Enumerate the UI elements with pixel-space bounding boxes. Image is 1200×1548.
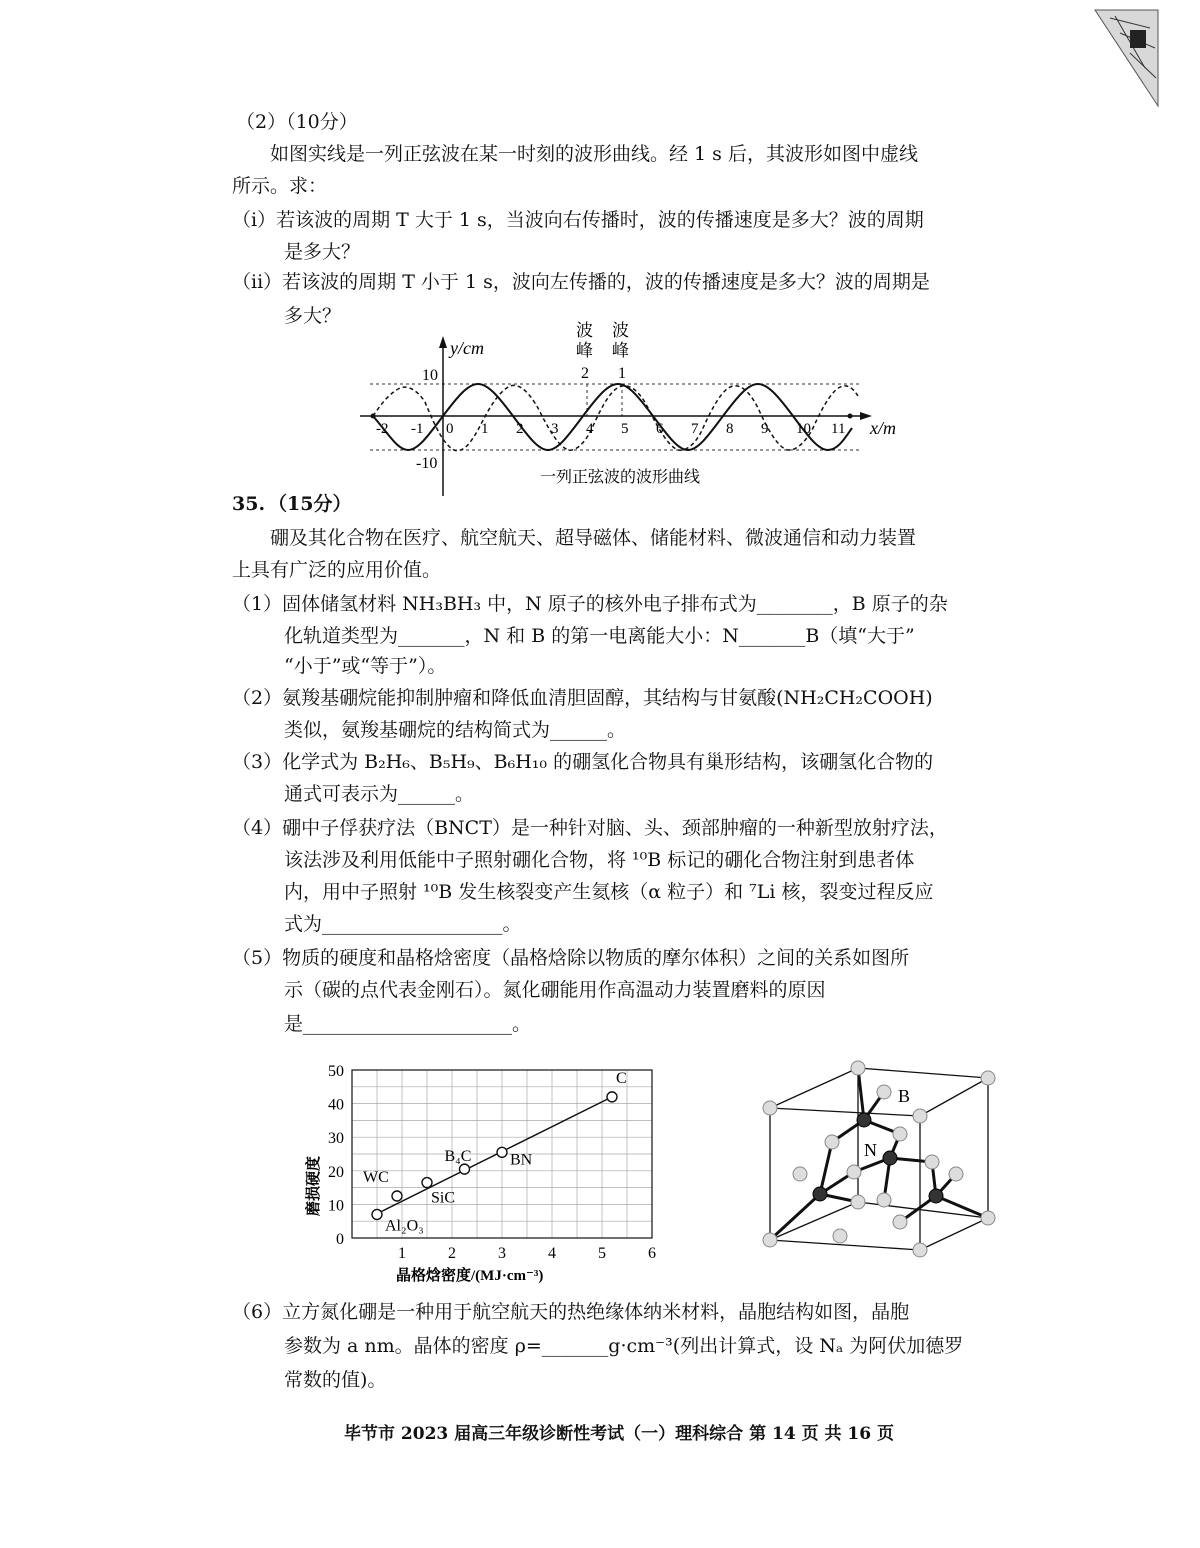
q35-s5-line3: 是______________________。 — [284, 1013, 532, 1035]
crest1-label-2: 峰 — [612, 341, 629, 360]
chart-point-label: WC — [363, 1169, 389, 1186]
question-ii-line2: 多大？ — [284, 305, 342, 327]
crest2-label-1: 波 — [576, 321, 593, 340]
wave-y-axis-label: y/cm — [450, 338, 484, 358]
chart-x-tick: 4 — [548, 1245, 556, 1262]
chart-x-tick: 1 — [398, 1245, 406, 1262]
chart-point-label: BN — [510, 1151, 533, 1169]
hardness-chart — [296, 1056, 676, 1288]
chart-x-tick: 5 — [598, 1245, 606, 1262]
wave-x-tick: 8 — [726, 421, 734, 437]
wave-x-tick: 6 — [656, 421, 664, 437]
chart-point — [372, 1209, 382, 1219]
wave-x-axis-label: x/m — [870, 418, 896, 438]
question-i-line1: （i）若该波的周期 T 大于 1 s，当波向右传播时，波的传播速度是多大？波的周期 — [232, 209, 924, 231]
q35-s2-line2: 类似，氨羧基硼烷的结构简式为______。 — [284, 719, 627, 741]
q35-s6-line1: （6）立方氮化硼是一种用于航空航天的热绝缘体纳米材料，晶胞结构如图，晶胞 — [232, 1301, 910, 1323]
crest1-num: 1 — [618, 365, 626, 382]
chart-y-tick: 30 — [328, 1130, 344, 1148]
chart-x-tick: 2 — [448, 1245, 456, 1262]
q35-s3-line2: 通式可表示为______。 — [284, 783, 475, 805]
q35-s5-line2: 示（碳的点代表金刚石）。氮化硼能用作高温动力装置磨料的原因 — [284, 979, 826, 1001]
wave-x-tick: 1 — [481, 421, 489, 437]
chart-point — [392, 1191, 402, 1201]
q35-intro-line1: 硼及其化合物在医疗、航空航天、超导磁体、储能材料、微波通信和动力装置 — [270, 527, 917, 549]
chart-point — [607, 1092, 617, 1102]
q35-s2-line1: （2）氨羧基硼烷能抑制肿瘤和降低血清胆固醇，其结构与甘氨酸(NH₂CH₂COOH) — [232, 687, 933, 709]
wave-x-tick: 4 — [586, 421, 594, 437]
staple-corner-mark — [1090, 8, 1160, 108]
chart-point — [497, 1147, 507, 1157]
chart-point-label: Al₂O₃ — [385, 1217, 424, 1235]
chart-trend-line — [372, 1097, 612, 1216]
chart-point — [460, 1164, 470, 1174]
chart-y-tick: 0 — [336, 1231, 344, 1248]
chart-y-tick: 10 — [328, 1197, 344, 1215]
chart-y-tick: 40 — [328, 1096, 344, 1114]
question-i-line2: 是多大？ — [284, 241, 361, 263]
wave-figure — [340, 316, 920, 496]
q35-s4-line3: 内，用中子照射 ¹⁰B 发生核裂变产生氦核（α 粒子）和 ⁷Li 核，裂变过程反应 — [284, 881, 934, 903]
chart-y-label: 磨损硬度 — [306, 1155, 322, 1216]
q35-number: 35. — [232, 493, 266, 515]
crest2-num: 2 — [581, 365, 589, 382]
wave-x-tick: 7 — [691, 421, 699, 437]
chart-y-tick: 50 — [328, 1063, 344, 1080]
crystal-label-n: N — [864, 1140, 877, 1160]
chart-x-tick: 6 — [648, 1245, 656, 1262]
wave-x-tick: 2 — [516, 421, 524, 437]
page-footer: 毕节市 2023 届高三年级诊断性考试（一）理科综合 第 14 页 共 16 页 — [344, 1424, 894, 1444]
q35-s1-line1: （1）固体储氢材料 NH₃BH₃ 中，N 原子的核外电子排布式为________，B 原子的杂 — [232, 593, 948, 615]
part2-stem-line1: 如图实线是一列正弦波在某一时刻的波形曲线。经 1 s 后，其波形如图中虚线 — [270, 143, 918, 165]
wave-x-tick: 5 — [621, 421, 629, 437]
q35-s3-line1: （3）化学式为 B₂H₆、B₅H₉、B₆H₁₀ 的硼氢化合物具有巢形结构，该硼氢化合物的 — [232, 751, 934, 773]
wave-x-tick: 10 — [796, 421, 811, 437]
part2-stem-line2: 所示。求： — [232, 175, 328, 197]
wave-x-tick: 11 — [831, 421, 846, 437]
chart-point-label: SiC — [431, 1189, 456, 1207]
q35-score: （15分） — [268, 493, 352, 515]
chart-y-tick: 20 — [328, 1163, 344, 1181]
chart-x-label: 晶格焓密度/(MJ·cm⁻³) — [396, 1268, 544, 1284]
crest2-label-2: 峰 — [576, 341, 593, 360]
q35-s6-line2: 参数为 a nm。晶体的密度 ρ=_______g·cm⁻³(列出计算式，设 Nₐ 为阿伏加德罗 — [284, 1335, 964, 1357]
q35-s1-line2: 化轨道类型为_______，N 和 B 的第一电离能大小：N_______B（填“大于” — [284, 625, 915, 647]
wave-x-tick: 3 — [551, 421, 559, 437]
q35-s5-line1: （5）物质的硬度和晶格焓密度（晶格焓除以物质的摩尔体积）之间的关系如图所 — [232, 947, 910, 969]
wave-x-tick: -1 — [411, 421, 424, 437]
wave-y-top: 10 — [422, 367, 438, 384]
wave-x-tick: 0 — [446, 421, 454, 437]
chart-point — [422, 1178, 432, 1188]
wave-y-bottom: -10 — [416, 455, 438, 472]
q35-s4-line1: （4）硼中子俘获疗法（BNCT）是一种针对脑、头、颈部肿瘤的一种新型放射疗法， — [232, 817, 948, 839]
q35-s4-line4: 式为___________________。 — [284, 913, 522, 935]
q35-s1-line3: “小于”或“等于”）。 — [284, 655, 447, 677]
q35-s6-line3: 常数的值)。 — [284, 1369, 387, 1391]
q35-intro-line2: 上具有广泛的应用价值。 — [232, 559, 442, 581]
chart-point-label: C — [616, 1069, 627, 1087]
crest1-label-1: 波 — [612, 321, 629, 340]
crystal-cell-figure — [750, 1050, 1010, 1270]
wave-x-tick: 9 — [761, 421, 769, 437]
chart-point-label: B₄C — [444, 1148, 472, 1166]
q35-s4-line2: 该法涉及利用低能中子照射硼化合物，将 ¹⁰B 标记的硼化合物注射到患者体 — [284, 849, 915, 871]
wave-caption: 一列正弦波的波形曲线 — [540, 469, 701, 486]
solid-wave — [373, 384, 852, 450]
chart-x-tick: 3 — [498, 1245, 506, 1262]
part2-header: （2）（10分） — [236, 111, 358, 133]
crystal-label-b: B — [898, 1086, 911, 1106]
dashed-wave — [373, 385, 858, 450]
question-ii-line1: （ii）若该波的周期 T 小于 1 s，波向左传播的，波的传播速度是多大？波的周期是 — [232, 271, 930, 293]
wave-x-tick: -2 — [376, 421, 389, 437]
